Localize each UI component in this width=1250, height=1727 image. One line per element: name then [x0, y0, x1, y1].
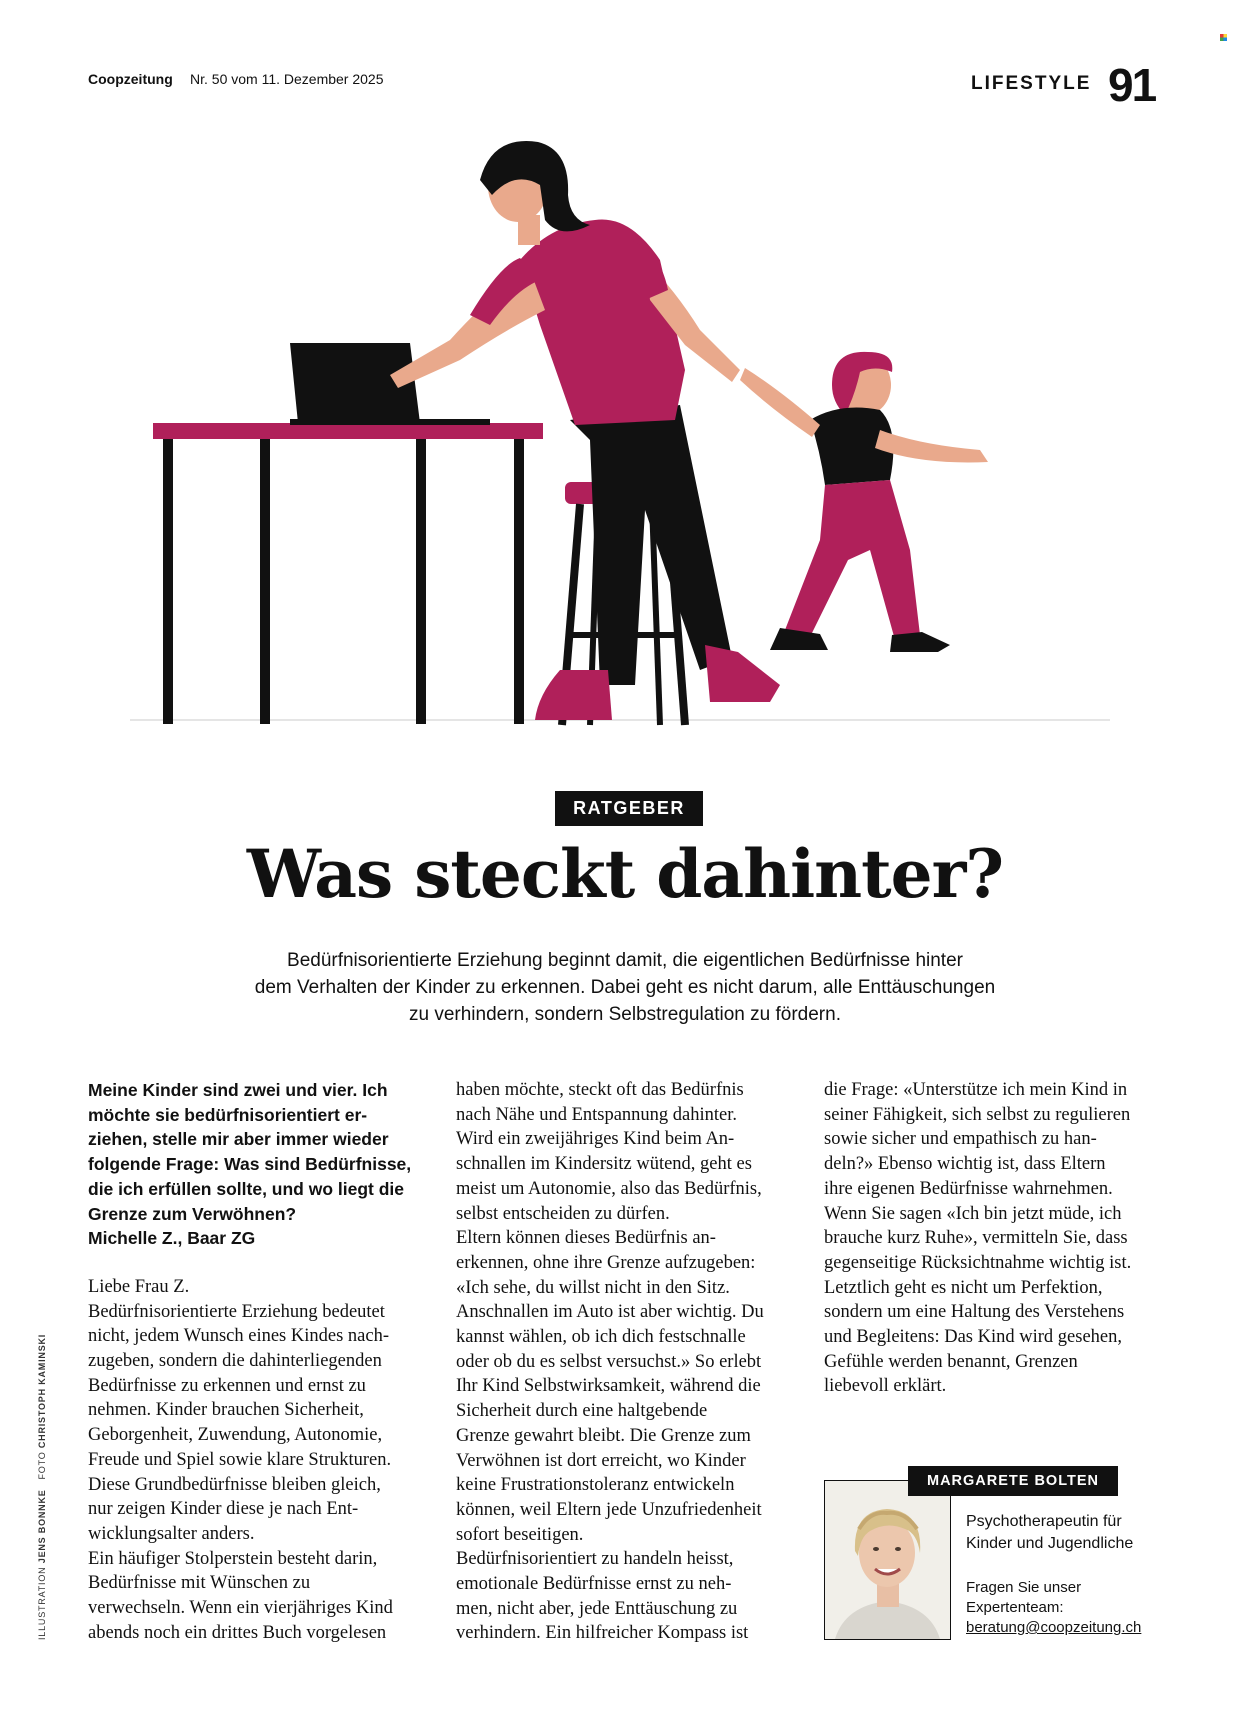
body-line: Wird ein zweijähriges Kind beim An-: [456, 1129, 735, 1150]
article-column-2: [456, 1078, 811, 1646]
illustration-credit-name: JENS BONNKE: [37, 1489, 47, 1564]
body-line: seiner Fähigkeit, sich selbst zu regulieren: [824, 1104, 1131, 1125]
expert-photo: [824, 1480, 951, 1640]
role-line: Psychotherapeutin für: [966, 1513, 1122, 1530]
contact-email-link[interactable]: beratung@coopzeitung.ch: [966, 1619, 1142, 1636]
article-headline: Was steckt dahinter?: [246, 835, 1004, 913]
body-line: können, weil Eltern jede Unzufriedenheit: [456, 1499, 762, 1520]
question-line: Meine Kinder sind zwei und vier. Ich: [88, 1080, 388, 1100]
body-line: verhindern. Ein hilfreicher Kompass ist: [456, 1623, 749, 1644]
body-line: nur zeigen Kinder diese je nach Ent-: [88, 1499, 359, 1520]
body-line: Bedürfnisse zu erkennen und ernst zu: [88, 1375, 366, 1396]
expert-role: [966, 1511, 1186, 1555]
category-badge: RATGEBER: [555, 791, 703, 826]
page-number: 91: [1108, 59, 1156, 111]
body-line: abends noch ein drittes Buch vorgelesen: [88, 1622, 387, 1643]
expert-contact: [966, 1578, 1186, 1638]
body-line: haben möchte, steckt oft das Bedürfnis: [456, 1080, 744, 1100]
body-line: Bedürfnisorientiert zu handeln heisst,: [456, 1549, 734, 1570]
body-line: Wenn Sie sagen «Ich bin jetzt müde, ich: [824, 1203, 1122, 1224]
body-line: Gefühle werden benannt, Grenzen: [824, 1351, 1078, 1372]
body-line: Bedürfnisse mit Wünschen zu: [88, 1573, 311, 1594]
body-line: «Ich sehe, du willst nicht in den Sitz.: [456, 1277, 730, 1298]
article-column-1: [88, 1078, 443, 1645]
question-line: möchte sie bedürfnisorientiert er-: [88, 1104, 368, 1125]
reader-question: [88, 1078, 443, 1251]
publication-name: Coopzeitung: [88, 71, 173, 87]
body-line: und Begleitens: Das Kind wird gesehen,: [824, 1327, 1122, 1348]
body-line: brauche kurz Ruhe», vermitteln Sie, dass: [824, 1228, 1128, 1249]
body-line: meist um Autonomie, also das Bedürfnis,: [456, 1178, 762, 1199]
body-line: zugeben, sondern die dahinterliegenden: [88, 1351, 382, 1372]
body-line: oder ob du es selbst versuchst.» So erlebt: [456, 1351, 762, 1372]
lead-line: zu verhindern, sondern Selbstregulation zu fördern.: [409, 1004, 841, 1025]
illustration-credit-label: ILLUSTRATION: [37, 1566, 47, 1640]
body-line: nehmen. Kinder brauchen Sicherheit,: [88, 1400, 364, 1421]
lead-line: Bedürfnisorientierte Erziehung beginnt damit, die eigentlichen Bedürfnisse hinter: [287, 950, 963, 971]
section-label: LIFESTYLE: [971, 73, 1092, 94]
print-color-mark: [1220, 34, 1227, 41]
body-line: Diese Grundbedürfnisse bleiben gleich,: [88, 1474, 381, 1495]
answer-text: [88, 1275, 443, 1646]
body-line: sondern um eine Haltung des Verstehens: [824, 1302, 1125, 1323]
photo-credit-name: CHRISTOPH KAMINSKI: [37, 1333, 47, 1449]
article-illustration: [120, 140, 1130, 740]
body-line: schnallen im Kindersitz wütend, geht es: [456, 1154, 752, 1175]
article-lead: [200, 947, 1050, 1028]
body-line: sofort beseitigen.: [456, 1524, 584, 1545]
body-line: ihre eigenen Bedürfnisse wahrnehmen.: [824, 1178, 1113, 1199]
role-line: Kinder und Jugendliche: [966, 1535, 1134, 1552]
body-line: Ihr Kind Selbstwirksamkeit, während die: [456, 1376, 761, 1397]
body-line: gegenseitige Rücksichtnahme wichtig ist.: [824, 1252, 1132, 1273]
body-line: Bedürfnisorientierte Erziehung bedeutet: [88, 1301, 385, 1322]
body-line: Grenze gewahrt bleibt. Die Grenze zum: [456, 1425, 751, 1446]
issue-info: Nr. 50 vom 11. Dezember 2025: [190, 71, 384, 87]
child-illustration: [740, 352, 988, 652]
image-credits: [37, 1334, 47, 1640]
cta-line: Expertenteam:: [966, 1599, 1064, 1616]
body-line: Sicherheit durch eine haltgebende: [456, 1401, 708, 1422]
photo-credit-label: FOTO: [37, 1451, 47, 1480]
question-line: die ich erfüllen sollte, und wo liegt die: [88, 1178, 405, 1199]
body-line: Geborgenheit, Zuwendung, Autonomie,: [88, 1425, 383, 1446]
question-line: Grenze zum Verwöhnen?: [88, 1203, 297, 1224]
body-line: die Frage: «Unterstütze ich mein Kind in: [824, 1080, 1128, 1100]
body-line: verwechseln. Wenn ein vierjähriges Kind: [88, 1598, 393, 1619]
cta-line: Fragen Sie unser: [966, 1579, 1082, 1596]
expert-portrait: [825, 1481, 950, 1639]
desk-illustration: [153, 423, 543, 724]
body-line: emotionale Bedürfnisse ernst zu neh-: [456, 1574, 732, 1595]
body-line: wicklungsalter anders.: [88, 1523, 255, 1544]
body-line: Freude und Spiel sowie klare Strukturen.: [88, 1449, 392, 1470]
question-line: folgende Frage: Was sind Bedürfnisse,: [88, 1154, 412, 1175]
article-column-3: [824, 1078, 1174, 1399]
body-line: selbst entscheiden zu dürfen.: [456, 1203, 670, 1224]
body-line: Ein häufiger Stolperstein besteht darin,: [88, 1548, 378, 1569]
answer-text: [456, 1078, 811, 1646]
body-line: Anschnallen im Auto ist aber wichtig. Du: [456, 1302, 764, 1323]
body-line: men, nicht aber, jede Enttäuschung zu: [456, 1598, 738, 1619]
body-line: nach Nähe und Entspannung dahinter.: [456, 1104, 738, 1125]
body-line: nicht, jedem Wunsch eines Kindes nach-: [88, 1326, 389, 1347]
body-line: liebevoll erklärt.: [824, 1376, 947, 1397]
body-line: keine Frustrationstoleranz entwickeln: [456, 1475, 735, 1496]
answer-text: [824, 1078, 1174, 1399]
body-line: sowie sicher und empathisch zu han-: [824, 1129, 1097, 1150]
body-line: deln?» Ebenso wichtig ist, dass Eltern: [824, 1154, 1106, 1175]
body-line: Verwöhnen ist dort erreicht, wo Kinder: [456, 1450, 746, 1471]
question-line: ziehen, stelle mir aber immer wieder: [88, 1129, 389, 1150]
body-line: Letztlich geht es nicht um Perfektion,: [824, 1277, 1103, 1298]
lead-line: dem Verhalten der Kinder zu erkennen. Dabei geht es nicht darum, alle Enttäuschungen: [254, 977, 996, 998]
expert-name-badge: MARGARETE BOLTEN: [908, 1466, 1118, 1496]
body-line: Eltern können dieses Bedürfnis an-: [456, 1228, 716, 1249]
body-line: kannst wählen, ob ich dich festschnalle: [456, 1327, 746, 1348]
body-line: erkennen, ohne ihre Grenze aufzugeben:: [456, 1252, 756, 1273]
salutation: Liebe Frau Z.: [88, 1276, 190, 1297]
question-author: Michelle Z., Baar ZG: [88, 1228, 256, 1249]
